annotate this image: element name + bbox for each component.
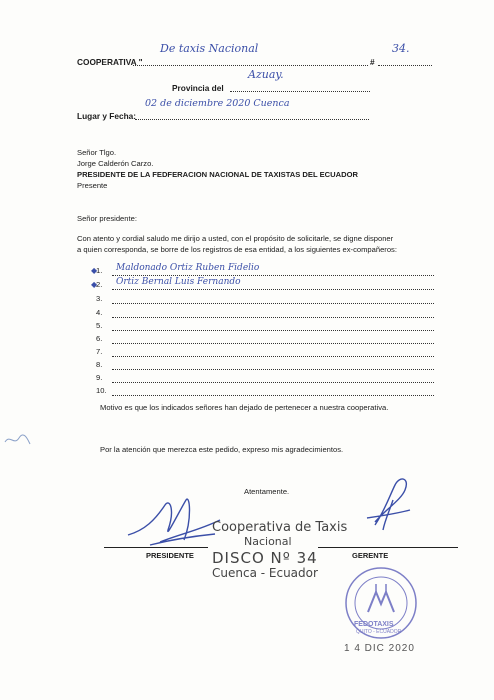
stamp-line-3: DISCO Nº 34 (212, 549, 318, 567)
list-item (96, 347, 434, 359)
cooperativa-label: COOPERATIVA " (77, 57, 143, 67)
list-item-line (112, 330, 434, 331)
stamp-line-4: Cuenca - Ecuador (212, 566, 318, 580)
provincia-line (230, 86, 370, 92)
recipient-presente: Presente (77, 181, 108, 190)
list-item (96, 360, 434, 372)
list-item-handwritten-name: Maldonado Ortiz Ruben Fidelio (116, 263, 260, 273)
list-item-number: 8. (96, 360, 103, 369)
list-item-number: 10. (96, 386, 107, 395)
cooperativa-line (133, 60, 368, 66)
atentamente-text: Atentamente. (244, 487, 290, 496)
list-item (96, 294, 434, 306)
list-item-line (112, 317, 434, 318)
list-item-line (112, 303, 434, 304)
list-item-number: 5. (96, 321, 103, 330)
numero-handwritten-value: 34. (392, 42, 410, 55)
list-item-number: 1. (96, 266, 103, 275)
request-paragraph (77, 233, 447, 255)
seal-subtext: QUITO - ECUADOR (356, 629, 402, 635)
margin-scribble-icon (2, 430, 32, 452)
list-item-number: 9. (96, 373, 103, 382)
list-item-line (112, 343, 434, 344)
list-item-line (112, 369, 434, 370)
recipient-position: PRESIDENTE DE LA FEDFERACION NACIONAL DE TAXISTAS DEL ECUADOR (77, 170, 358, 179)
ink-mark-icon: ◆ (91, 280, 98, 289)
list-item-number: 7. (96, 347, 103, 356)
list-item (96, 308, 434, 320)
ink-mark-icon: ◆ (91, 266, 98, 275)
list-item-line (112, 275, 434, 276)
stamp-line-1: Cooperativa de Taxis (212, 520, 348, 535)
provincia-handwritten-value: Azuay. (248, 68, 284, 81)
recipient-title: Señor Tlgo. (77, 148, 117, 157)
cooperative-stamp (212, 520, 362, 580)
list-item-number: 4. (96, 308, 103, 317)
manager-label: GERENTE (352, 551, 389, 560)
request-paragraph-line-1: Con atento y cordial saludo me dirijo a usted, con el propósito de solicitarle, se digne disponer (77, 234, 394, 243)
closing-text: Por la atención que merezca este pedido, expreso mis agradecimientos. (100, 445, 344, 454)
list-item-handwritten-name: Ortiz Bernal Luis Fernando (116, 277, 241, 287)
list-item (96, 321, 434, 333)
list-item-line (112, 289, 434, 290)
list-item-number: 3. (96, 294, 103, 303)
list-item-line (112, 356, 434, 357)
lugar-fecha-handwritten-value: 02 de diciembre 2020 Cuenca (145, 98, 290, 109)
provincia-label: Provincia del (172, 83, 224, 93)
list-item (96, 373, 434, 385)
seal-text: FEDOTAXIS (354, 621, 394, 628)
president-signature-line (104, 547, 208, 548)
list-item (96, 386, 434, 398)
recipient-block (77, 147, 437, 191)
list-item-number: 2. (96, 280, 103, 289)
list-item (96, 277, 434, 292)
list-item-line (112, 395, 434, 396)
lugar-fecha-label: Lugar y Fecha: (77, 111, 137, 121)
request-paragraph-line-2: a quien corresponda, se borre de los registros de esa entidad, a los siguientes ex-compañeros: (77, 245, 397, 254)
cooperativa-handwritten-value: De taxis Nacional (160, 42, 259, 55)
received-date-stamp: 1 4 DIC 2020 (344, 643, 415, 654)
president-label: PRESIDENTE (146, 551, 194, 560)
manager-signature-icon (355, 470, 425, 540)
recipient-name: Jorge Calderón Carzo. (77, 159, 154, 168)
numero-label: # (370, 57, 375, 67)
salutation: Señor presidente: (77, 214, 137, 223)
stamp-line-2: Nacional (244, 535, 292, 548)
list-item-line (112, 382, 434, 383)
numero-line (378, 60, 432, 66)
list-item-number: 6. (96, 334, 103, 343)
lugar-fecha-line (135, 114, 369, 120)
list-item (96, 334, 434, 346)
reason-text: Motivo es que los indicados señores han dejado de pertenecer a nuestra cooperativa. (100, 403, 389, 412)
